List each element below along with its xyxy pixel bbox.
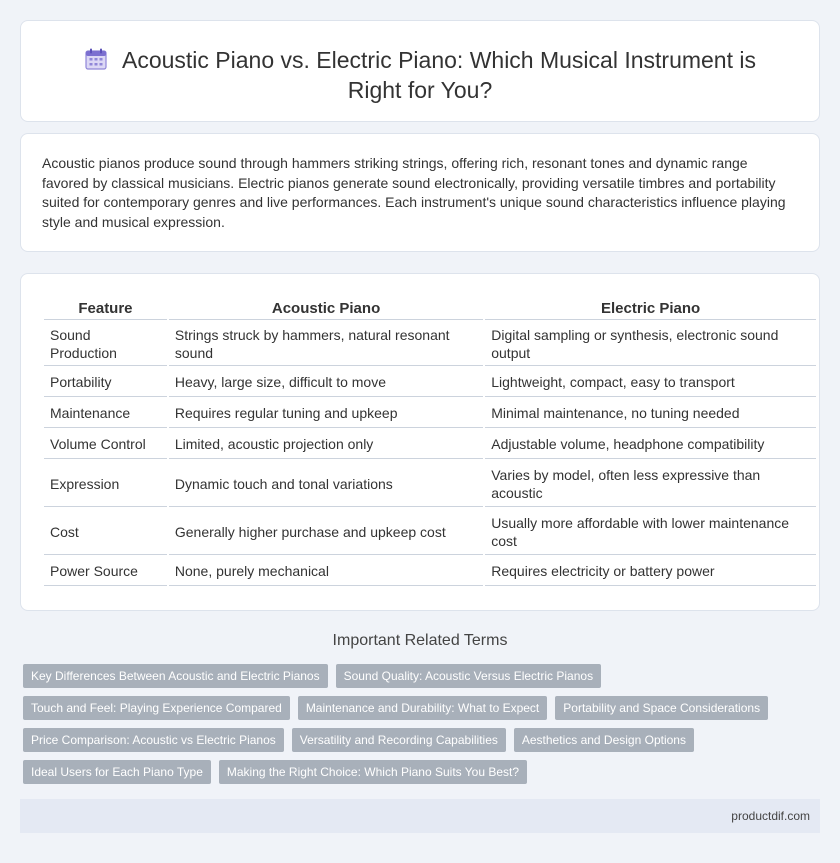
- calendar-icon: [84, 47, 108, 71]
- acoustic-cell: Strings struck by hammers, natural resonant sound: [169, 322, 483, 366]
- table-row: [44, 368, 816, 397]
- related-term-tag[interactable]: Making the Right Choice: Which Piano Suits You Best?: [219, 760, 527, 784]
- table-row: [44, 509, 816, 555]
- electric-cell: Usually more affordable with lower maintenance cost: [485, 509, 816, 555]
- table-row: [44, 557, 816, 586]
- acoustic-cell: Dynamic touch and tonal variations: [169, 461, 483, 507]
- comparison-card: [20, 273, 820, 611]
- header-electric: Electric Piano: [485, 299, 816, 320]
- title-card: [20, 20, 820, 122]
- related-terms-heading: Important Related Terms: [332, 632, 508, 649]
- page-title: Acoustic Piano vs. Electric Piano: Which Musical Instrument is Right for You?: [121, 47, 756, 103]
- acoustic-cell: Limited, acoustic projection only: [169, 430, 483, 459]
- table-row: [44, 430, 816, 459]
- related-term-tag[interactable]: Maintenance and Durability: What to Expect: [298, 696, 547, 720]
- footer-site[interactable]: productdif.com: [731, 809, 810, 823]
- electric-cell: Lightweight, compact, easy to transport: [485, 368, 816, 397]
- header-acoustic: Acoustic Piano: [169, 299, 483, 320]
- electric-cell: Varies by model, often less expressive than acoustic: [485, 461, 816, 507]
- related-term-tag[interactable]: Touch and Feel: Playing Experience Compared: [23, 696, 290, 720]
- related-term-tag[interactable]: Sound Quality: Acoustic Versus Electric Pianos: [336, 664, 601, 688]
- page-title-wrap: [61, 45, 779, 105]
- related-term-tag[interactable]: Ideal Users for Each Piano Type: [23, 760, 211, 784]
- footer: [20, 799, 820, 833]
- table-row: [44, 399, 816, 428]
- acoustic-cell: None, purely mechanical: [169, 557, 483, 586]
- electric-cell: Adjustable volume, headphone compatibility: [485, 430, 816, 459]
- related-term-tag[interactable]: Price Comparison: Acoustic vs Electric Pianos: [23, 728, 284, 752]
- acoustic-cell: Heavy, large size, difficult to move: [169, 368, 483, 397]
- intro-paragraph: Acoustic pianos produce sound through hammers striking strings, offering rich, resonant tones and dynamic range favored by classical musicians. Electric pianos generate sound electronically, providing versatile timbres and portability suited for contemporary genres and live performances. Each instrument's unique sound characteristics influence playing style and musical expression.: [42, 155, 786, 230]
- table-header-row: [44, 299, 816, 320]
- related-term-tag[interactable]: Key Differences Between Acoustic and Electric Pianos: [23, 664, 328, 688]
- related-term-tag[interactable]: Versatility and Recording Capabilities: [292, 728, 506, 752]
- feature-cell: Portability: [44, 368, 167, 397]
- table-row: [44, 322, 816, 366]
- electric-cell: Digital sampling or synthesis, electronic sound output: [485, 322, 816, 366]
- feature-cell: Cost: [44, 509, 167, 555]
- table-row: [44, 461, 816, 507]
- intro-card: [20, 133, 820, 252]
- comparison-table: [42, 297, 818, 588]
- feature-cell: Maintenance: [44, 399, 167, 428]
- feature-cell: Volume Control: [44, 430, 167, 459]
- acoustic-cell: Requires regular tuning and upkeep: [169, 399, 483, 428]
- related-term-tag[interactable]: Aesthetics and Design Options: [514, 728, 694, 752]
- electric-cell: Minimal maintenance, no tuning needed: [485, 399, 816, 428]
- feature-cell: Sound Production: [44, 322, 167, 366]
- electric-cell: Requires electricity or battery power: [485, 557, 816, 586]
- acoustic-cell: Generally higher purchase and upkeep cost: [169, 509, 483, 555]
- feature-cell: Expression: [44, 461, 167, 507]
- related-terms-list: [23, 664, 823, 792]
- related-term-tag[interactable]: Portability and Space Considerations: [555, 696, 768, 720]
- header-feature: Feature: [44, 299, 167, 320]
- feature-cell: Power Source: [44, 557, 167, 586]
